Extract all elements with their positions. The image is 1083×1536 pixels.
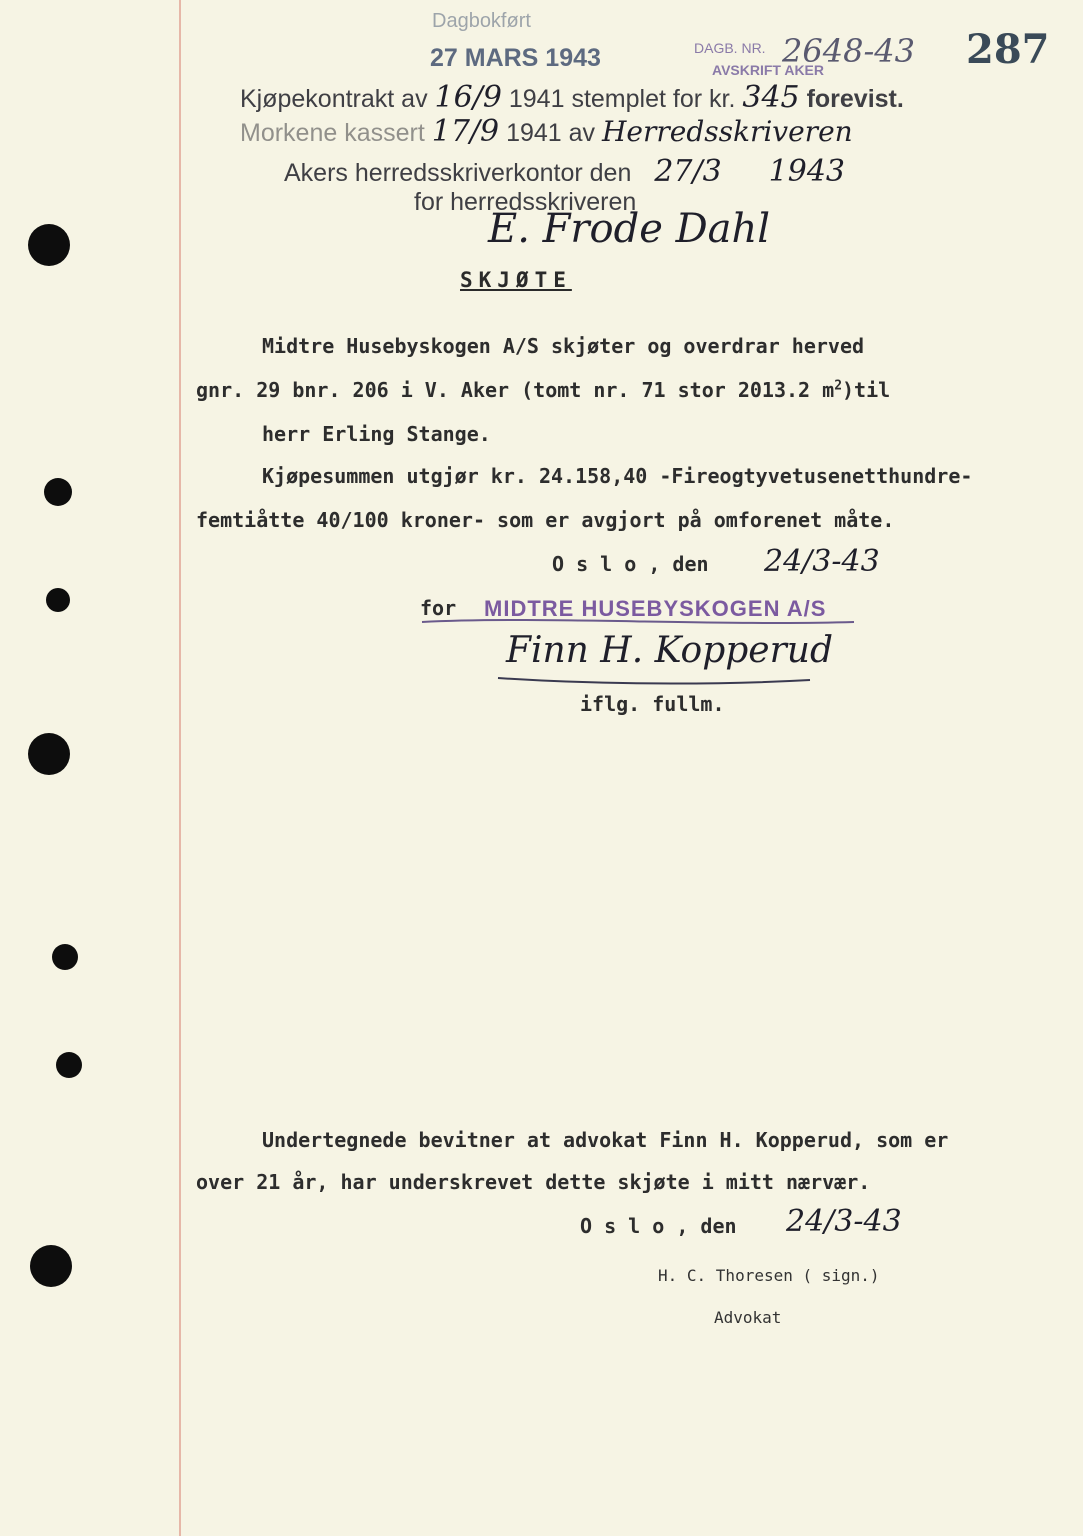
witness-title: Advokat [714, 1308, 782, 1327]
reg-line-1 [240, 80, 904, 115]
punch-hole [46, 588, 70, 612]
dagbok-stamp-date: 27 MARS 1943 [430, 44, 601, 72]
registrar-signature: E. Frode Dahl [488, 206, 771, 252]
signoff-for-label: for [420, 596, 457, 620]
dagbnr-stamp-label: DAGB. NR. [694, 40, 766, 56]
reg-line-1-year: 1941 [508, 85, 565, 113]
dagbok-number-handwritten: 2648-43 [782, 32, 915, 70]
witness-date-handwritten: 24/3-43 [786, 1204, 902, 1239]
body-line-3: herr Erling Stange. [262, 422, 491, 446]
reg-line-2-hand-date: 17/9 [431, 114, 500, 149]
signoff-date-handwritten: 24/3-43 [764, 544, 880, 579]
company-stamp: MIDTRE HUSEBYSKOGEN A/S [484, 596, 827, 621]
body-line-1: Midtre Husebyskogen A/S skjøter og overdrar herved [262, 334, 865, 358]
reg-line-1-forevist: forevist. [806, 85, 904, 113]
body-line-4: Kjøpesummen utgjør kr. 24.158,40 -Fireogtyvetusenetthundre- [262, 464, 973, 488]
body-line-2-text: gnr. 29 bnr. 206 i V. Aker (tomt nr. 71 stor 2013.2 m [196, 378, 835, 402]
punch-hole [44, 478, 72, 506]
avskrift-stamp: AVSKRIFT AKER [712, 62, 824, 78]
signoff-note: iflg. fullm. [580, 692, 725, 716]
dagbok-stamp-label: Dagbokført [432, 10, 531, 32]
red-margin-line [179, 0, 181, 1536]
reg-line-1-hand-amount: 345 [742, 80, 800, 115]
reg-line-2 [240, 114, 853, 149]
reg-line-1-hand-date: 16/9 [434, 80, 502, 115]
witness-line-1: Undertegnede bevitner at advokat Finn H. Kopperud, som er [262, 1128, 949, 1152]
reg-line-3-print: Akers herredsskriverkontor den [284, 159, 632, 187]
witness-place: O s l o , den [580, 1214, 737, 1238]
reg-line-2-year: 1941 av [506, 119, 596, 147]
reg-line-3 [284, 154, 845, 189]
signoff-place: O s l o , den [552, 552, 709, 576]
body-line-5: femtiåtte 40/100 kroner- som er avgjort på omforenet måte. [196, 508, 895, 532]
punch-hole [56, 1052, 82, 1078]
reg-line-1-print-b: stemplet for kr. [571, 85, 736, 113]
punch-hole [28, 224, 70, 266]
body-line-2 [196, 378, 890, 402]
witness-signed: H. C. Thoresen ( sign.) [658, 1266, 880, 1285]
body-line-2-end: )til [842, 378, 891, 402]
punch-hole [28, 733, 70, 775]
reg-line-4: for herredsskriveren [414, 188, 637, 216]
reg-line-3-hand-date: 27/3 [654, 154, 722, 189]
witness-line-2: over 21 år, har underskrevet dette skjøte i mitt nærvær. [196, 1170, 871, 1194]
reg-line-1-print: Kjøpekontrakt av [240, 85, 428, 113]
reg-line-2-print: Morkene kassert [240, 119, 425, 147]
company-signature: Finn H. Kopperud [506, 630, 834, 671]
punch-hole [52, 944, 78, 970]
page-number: 287 [966, 26, 1050, 73]
document-title: SKJØTE [460, 268, 572, 292]
reg-line-3-hand-year: 1943 [768, 154, 846, 189]
reg-line-2-hand-signature: Herredsskriveren [602, 115, 853, 148]
body-line-2-superscript: 2 [834, 378, 843, 394]
punch-hole [30, 1245, 72, 1287]
